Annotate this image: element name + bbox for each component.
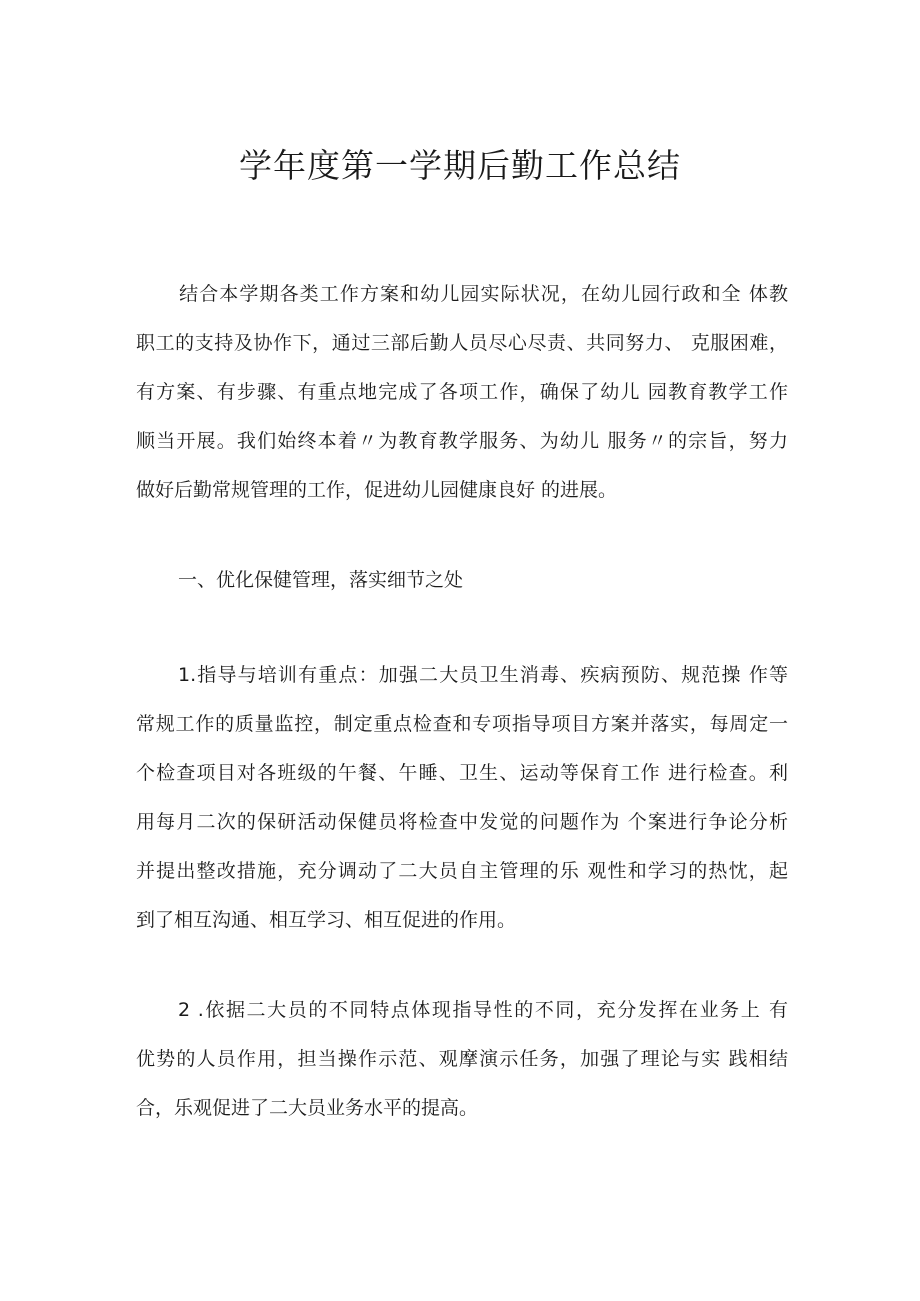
paragraph-line: 合，乐观促进了二大员业务水平的提高。 <box>136 1097 479 1119</box>
intro-paragraph <box>136 270 788 515</box>
paragraph-line: 做好后勤常规管理的工作，促进幼儿园健康良好 的进展。 <box>136 479 618 501</box>
paragraph-line: 顺当开展。我们始终本着〃为教育教学服务、为幼儿 服务〃的宗旨，努力 <box>136 430 788 452</box>
document-title: 学年度第一学期后勤工作总结 <box>239 146 681 185</box>
paragraph-line: 常规工作的质量监控，制定重点检查和专项指导项目方案并落实，每周定一 <box>136 713 788 735</box>
paragraph-line: 优势的人员作用，担当操作示范、观摩演示任务，加强了理论与实 践相结 <box>136 1048 788 1070</box>
item-2-paragraph <box>136 986 788 1133</box>
paragraph-line: 结合本学期各类工作方案和幼儿园实际状况，在幼儿园行政和全 体教 <box>178 283 788 305</box>
paragraph-line: 个检查项目对各班级的午餐、午睡、卫生、运动等保育工作 进行检查。利 <box>136 762 788 784</box>
section-heading-text: 一、优化保健管理，落实细节之处 <box>178 569 464 591</box>
paragraph-line: 并提出整改措施，充分调动了二大员自主管理的乐 观性和学习的热忱，起 <box>136 860 788 882</box>
paragraph-line: 1.指导与培训有重点：加强二大员卫生消毒、疾病预防、规范操 作等 <box>178 664 788 686</box>
section-heading <box>136 556 788 605</box>
paragraph-line: 职工的支持及协作下，通过三部后勤人员尽心尽责、共同努力、 克服困难， <box>136 332 788 354</box>
paragraph-line: 有方案、有步骤、有重点地完成了各项工作，确保了幼儿 园教育教学工作 <box>136 381 788 403</box>
paragraph-line: 到了相互沟通、相互学习、相互促进的作用。 <box>136 909 517 931</box>
item-1-paragraph <box>136 651 788 945</box>
paragraph-line: 用每月二次的保研活动保健员将检查中发觉的问题作为 个案进行争论分析 <box>136 811 788 833</box>
paragraph-line: 2 .依据二大员的不同特点体现指导性的不同，充分发挥在业务上 有 <box>178 999 788 1021</box>
